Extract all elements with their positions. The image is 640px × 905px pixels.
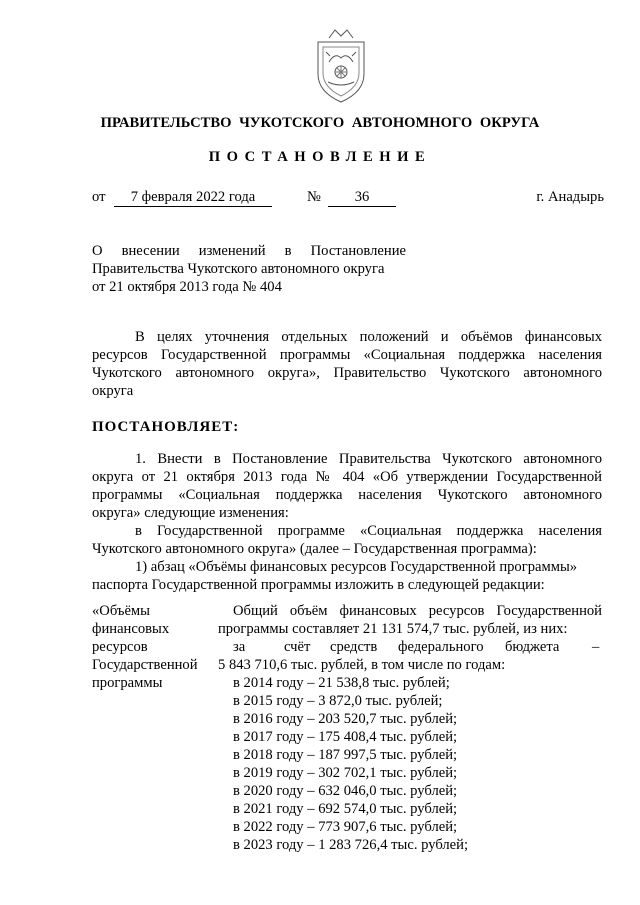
table-label-line: Государственной [92, 657, 198, 673]
number-label: № [307, 189, 321, 205]
funding-total-line: Общий объём финансовых ресурсов Государственной [233, 603, 602, 619]
preamble-line: округа [92, 383, 134, 399]
year-amount-line: в 2015 году – 3 872,0 тыс. рублей; [233, 693, 443, 709]
body-line: программы «Социальная поддержка населения Чукотского автономного [92, 487, 602, 503]
year-amount-line: в 2017 году – 175 408,4 тыс. рублей; [233, 729, 458, 745]
federal-word: средств [330, 639, 378, 655]
subject-line: О внесении изменений в Постановление [92, 243, 406, 259]
preamble-line: ресурсов Государственной программы «Социальная поддержка населения [92, 347, 602, 363]
coat-of-arms-icon [302, 22, 380, 106]
government-title: ПРАВИТЕЛЬСТВО ЧУКОТСКОГО АВТОНОМНОГО ОКРУГА [100, 115, 540, 131]
year-amount-line: в 2016 году – 203 520,7 тыс. рублей; [233, 711, 458, 727]
year-amount-line: в 2021 году – 692 574,0 тыс. рублей; [233, 801, 458, 817]
table-label-line: финансовых [92, 621, 170, 637]
year-amount-line: в 2019 году – 302 702,1 тыс. рублей; [233, 765, 458, 781]
preamble-line: Чукотского автономного округа», Правительство Чукотского автономного [92, 365, 602, 381]
year-amount-line: в 2020 году – 632 046,0 тыс. рублей; [233, 783, 458, 799]
federal-word: – [592, 639, 600, 655]
federal-word: счёт [284, 639, 311, 655]
table-label-line: ресурсов [92, 639, 148, 655]
body-line: округа от 21 октября 2013 года № 404 «Об утверждении Государственной [92, 469, 602, 485]
year-amount-line: в 2014 году – 21 538,8 тыс. рублей; [233, 675, 450, 691]
body-line: Чукотского автономного округа» (далее – Государственная программа): [92, 541, 537, 557]
year-amount-line: в 2023 году – 1 283 726,4 тыс. рублей; [233, 837, 469, 853]
year-amount-line: в 2022 году – 773 907,6 тыс. рублей; [233, 819, 458, 835]
body-line: 1. Внести в Постановление Правительства Чукотского автономного [135, 451, 602, 467]
subject-line: Правительства Чукотского автономного округа [92, 261, 385, 277]
decree-date: 7 февраля 2022 года [114, 188, 272, 207]
date-number-row [92, 188, 604, 208]
federal-total: 5 843 710,6 тыс. рублей, в том числе по годам: [218, 657, 506, 673]
federal-word: федерального [398, 639, 484, 655]
year-amount-line: в 2018 году – 187 997,5 тыс. рублей; [233, 747, 458, 763]
resolves-heading: ПОСТАНОВЛЯЕТ: [92, 419, 240, 435]
funding-total-line: программы составляет 21 131 574,7 тыс. рублей, из них: [218, 621, 568, 637]
body-line: округа» следующие изменения: [92, 505, 289, 521]
document-type-heading: ПОСТАНОВЛЕНИЕ [208, 149, 432, 165]
body-line: 1) абзац «Объёмы финансовых ресурсов Государственной программы» [135, 559, 578, 575]
subject-line: от 21 октября 2013 года № 404 [92, 279, 282, 295]
body-line: паспорта Государственной программы изложить в следующей редакции: [92, 577, 545, 593]
table-label-line: «Объёмы [92, 603, 150, 619]
body-line: в Государственной программе «Социальная поддержка населения [135, 523, 602, 539]
preamble-line: В целях уточнения отдельных положений и объёмов финансовых [135, 329, 602, 345]
from-label: от [92, 189, 106, 205]
federal-word: за [233, 639, 246, 655]
city: г. Анадырь [536, 189, 604, 205]
federal-word: бюджета [505, 639, 560, 655]
decree-number: 36 [328, 188, 396, 207]
table-label-line: программы [92, 675, 163, 691]
